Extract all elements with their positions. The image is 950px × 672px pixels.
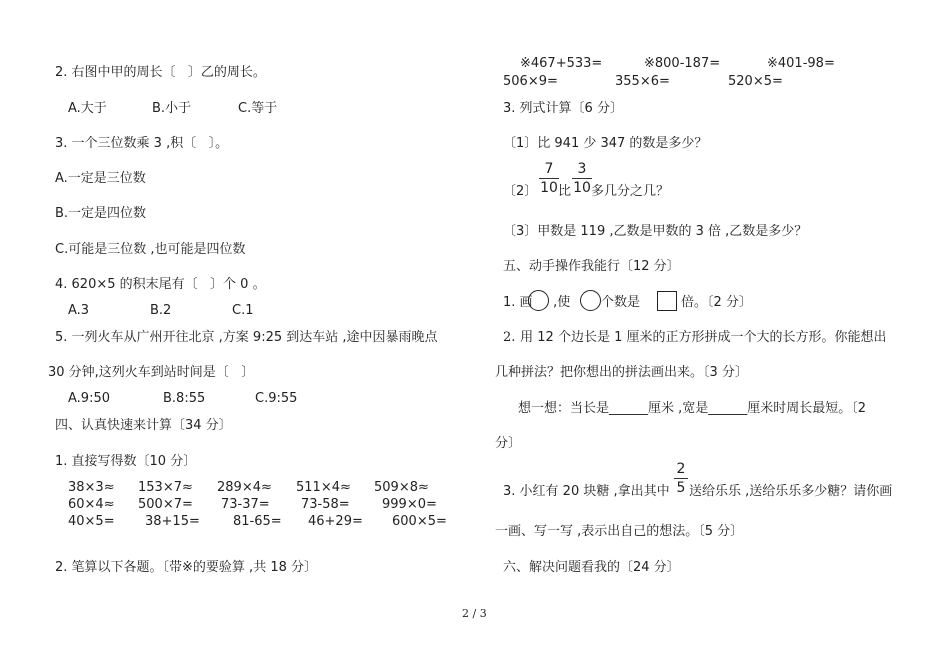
written-calc-item: ※800-187= (644, 56, 721, 71)
operation-2-line1: 用 12 个边长是 1 厘米的正方形拼成一个大的长方形。你能想出 (516, 330, 887, 345)
calc-item: 38×3≈ (68, 480, 115, 495)
written-calc-item: 506×9= (503, 74, 558, 89)
calc-item: 60×4≈ (68, 497, 115, 512)
expression-2-prefix: 〔2〕 (503, 184, 538, 199)
fraction-numerator: 7 (544, 161, 554, 177)
fraction-numerator: 3 (577, 161, 587, 177)
operation-2-number: 2. (503, 330, 516, 345)
question-5-line1: 5. 一列火车从广州开往北京 ,方案 9:25 到达车站 ,途中因暴雨晚点 (55, 330, 438, 345)
section-5-heading: 五、动手操作我能行〔12 分〕 (503, 259, 680, 274)
fraction-denominator: 5 (676, 480, 686, 496)
q5-option-c: C.9:55 (255, 391, 298, 406)
expression-1: 〔1〕比 941 少 347 的数是多少？ (503, 136, 708, 151)
operation-2-line2: 几种拼法？把你想出的拼法画出来。〔3 分〕 (495, 365, 748, 380)
operation-3-a: 3. 小红有 20 块糖 ,拿出其中 (503, 484, 670, 499)
operation-2-think: 想一想：当长是______厘米 ,宽是______厘米时周长最短。〔2 (518, 401, 867, 416)
calc-item: 46+29= (308, 514, 363, 529)
calc-item: 511×4≈ (296, 480, 351, 495)
fraction-denominator: 10 (573, 180, 591, 196)
q4-option-b: B.2 (150, 303, 172, 318)
calc-item: 289×4≈ (217, 480, 272, 495)
section-6-heading: 六、解决问题看我的〔24 分〕 (503, 560, 680, 575)
operation-1-a: 1. 画 (503, 295, 533, 310)
calc-item: 73-37= (221, 497, 270, 512)
q4-option-c: C.1 (232, 303, 254, 318)
calc-1-title: 1. 直接写得数〔10 分〕 (55, 454, 197, 469)
written-calc-item: ※467+533= (520, 56, 603, 71)
q3-option-a: A.一定是三位数 (55, 171, 146, 186)
operation-1-b: ,使 (549, 295, 571, 310)
question-4: 4. 620×5 的积末尾有〔 〕个 0 。 (55, 277, 266, 292)
calc-item: 600×5= (392, 514, 447, 529)
q2-option-a: A.大于 (68, 101, 107, 116)
circle-shape-icon (580, 290, 601, 311)
circle-shape-icon (528, 290, 549, 311)
q3-option-b: B.一定是四位数 (55, 206, 147, 221)
calc-item: 81-65= (233, 514, 282, 529)
page-number: 2 / 3 (462, 607, 487, 620)
question-2: 2. 右图中甲的周长〔 〕乙的周长。 (55, 65, 266, 80)
calc-item: 40×5= (68, 514, 115, 529)
question-3: 3. 一个三位数乘 3 ,积〔 〕。 (55, 136, 229, 151)
written-calc-item: 355×6= (615, 74, 670, 89)
expression-3: 〔3〕甲数是 119 ,乙数是甲数的 3 倍 ,乙数是多少？ (503, 224, 808, 239)
calc-item: 38+15= (145, 514, 200, 529)
calc-2-title: 2. 笔算以下各题。〔带※的要验算 ,共 18 分〕 (55, 560, 317, 575)
expression-2-suffix: 多几分之几？ (591, 184, 670, 199)
calc-item: 73-58= (301, 497, 350, 512)
written-calc-item: ※401-98= (767, 56, 835, 71)
fraction-numerator: 2 (676, 461, 686, 477)
calc-item: 500×7= (138, 497, 193, 512)
q5-option-b: B.8:55 (163, 391, 206, 406)
expression-2-mid: 比 (558, 184, 572, 199)
q4-option-a: A.3 (68, 303, 90, 318)
q2-option-b: B.小于 (152, 101, 192, 116)
fraction-7-10 (539, 161, 559, 196)
q2-option-c: C.等于 (238, 101, 278, 116)
square-shape-icon (657, 291, 677, 311)
operation-2-think-end: 分〕 (495, 436, 522, 451)
operation-1-c: 个数是 (601, 295, 641, 310)
section-4-heading: 四、认真快速来计算〔34 分〕 (55, 418, 232, 433)
expression-title: 3. 列式计算〔6 分〕 (503, 101, 623, 116)
operation-3-b: 送给乐乐 ,送给乐乐多少糖？请你画 (689, 484, 893, 499)
fraction-2-5 (674, 461, 688, 496)
question-5-line2: 30 分钟,这列火车到站时间是〔 〕 (48, 365, 255, 380)
q3-option-c: C.可能是三位数 ,也可能是四位数 (55, 242, 246, 257)
calc-item: 153×7≈ (138, 480, 193, 495)
calc-item: 509×8≈ (374, 480, 429, 495)
fraction-denominator: 10 (540, 180, 558, 196)
written-calc-item: 520×5= (728, 74, 783, 89)
calc-item: 999×0= (382, 497, 437, 512)
operation-3-line2: 一画、写一写 ,表示出自己的想法。〔5 分〕 (495, 524, 744, 539)
q5-option-a: A.9:50 (68, 391, 110, 406)
operation-1-d: 倍。〔2 分〕 (681, 295, 752, 310)
fraction-3-10 (572, 161, 592, 196)
